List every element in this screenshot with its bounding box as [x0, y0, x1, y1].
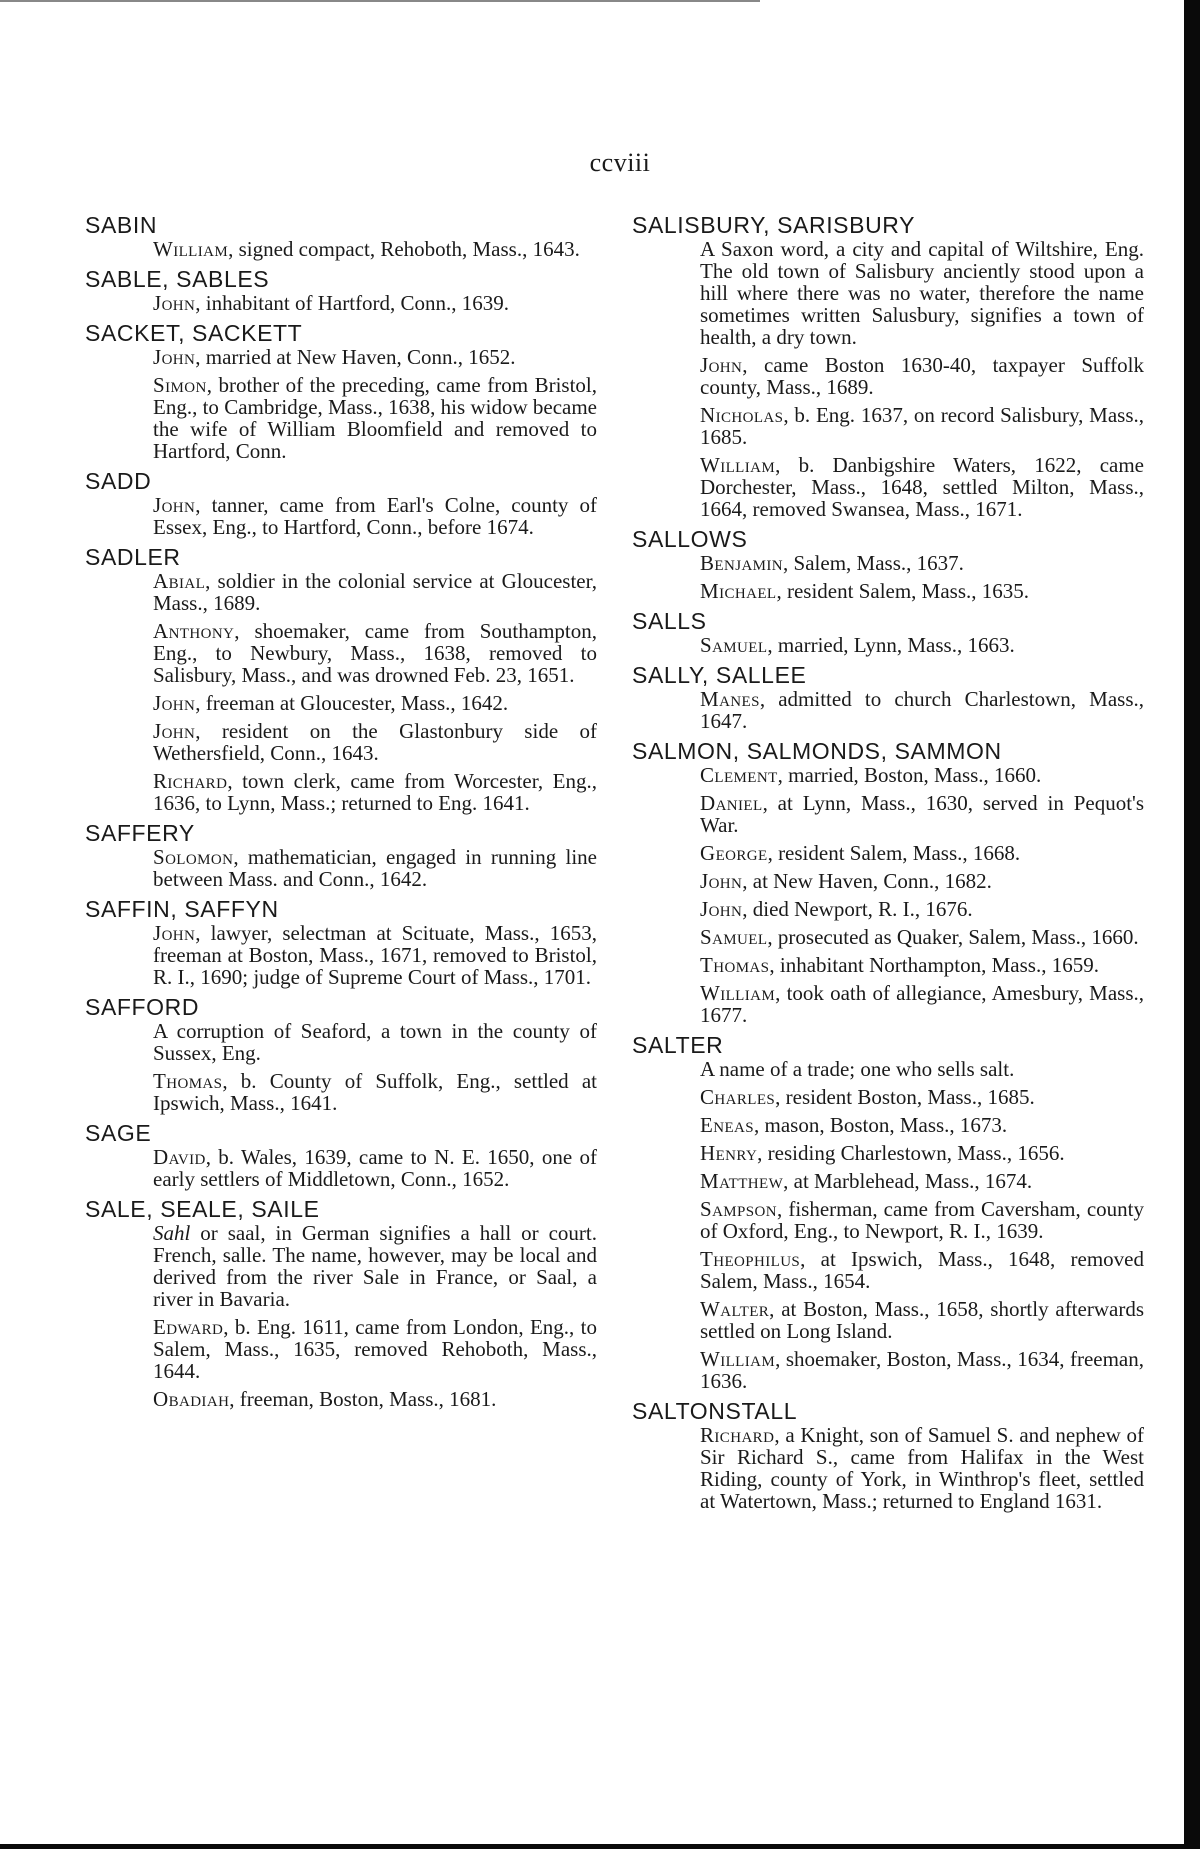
- entry-text: , married at New Haven, Conn., 1652.: [195, 345, 516, 369]
- genealogy-entry: [85, 238, 597, 260]
- genealogy-entry: [632, 898, 1144, 920]
- genealogy-entry: [632, 634, 1144, 656]
- entry-text: , mathematician, engaged in running line between Mass. and Conn., 1642.: [153, 845, 597, 891]
- entry-text: , at Ipswich, Mass., 1648, removed Salem, Mass., 1654.: [700, 1247, 1144, 1293]
- entry-text: , soldier in the colonial service at Gloucester, Mass., 1689.: [153, 569, 597, 615]
- genealogy-entry: [85, 1020, 597, 1064]
- surname-heading: SACKET, SACKETT: [85, 320, 303, 346]
- genealogy-entry: [632, 842, 1144, 864]
- genealogy-entry: [85, 720, 597, 764]
- surname-heading: SALTONSTALL: [632, 1398, 798, 1424]
- entry-text: , prosecuted as Quaker, Salem, Mass., 1660.: [767, 925, 1139, 949]
- given-name: William: [153, 237, 229, 261]
- entry-text: , Salem, Mass., 1637.: [783, 551, 964, 575]
- genealogy-entry: [85, 346, 597, 368]
- given-name: Richard: [153, 769, 228, 793]
- given-name: William: [700, 453, 776, 477]
- genealogy-entry: [85, 846, 597, 890]
- surname-heading: SADD: [85, 468, 152, 494]
- genealogy-entry: [85, 692, 597, 714]
- given-name: Daniel: [700, 791, 763, 815]
- given-name: John: [700, 869, 743, 893]
- surname-heading: SABIN: [85, 212, 158, 238]
- entry-text: A Saxon word, a city and capital of Wiltshire, Eng. The old town of Salisbury anciently stood upon a hill where there was no water, therefore the name sometimes written Salusbury, signifies a town of health, a dry town.: [700, 237, 1144, 349]
- surname-heading: SABLE, SABLES: [85, 266, 270, 292]
- given-name: Abial: [153, 569, 206, 593]
- genealogy-entry: [632, 926, 1144, 948]
- genealogy-entry: [85, 374, 597, 462]
- entry-text: , freeman at Gloucester, Mass., 1642.: [195, 691, 509, 715]
- entry-text: , came Boston 1630-40, taxpayer Suffolk county, Mass., 1689.: [700, 353, 1144, 399]
- given-name: Simon: [153, 373, 207, 397]
- genealogy-entry: [85, 620, 597, 686]
- entry-text: , b. Eng. 1611, came from London, Eng., to Salem, Mass., 1635, removed Rehoboth, Mass., 1644.: [153, 1315, 597, 1383]
- page-number: ccviii: [589, 148, 651, 177]
- genealogy-entry: [632, 1198, 1144, 1242]
- given-name: Samuel: [700, 925, 768, 949]
- genealogy-entry: [85, 1316, 597, 1382]
- entry-text: , b. Eng. 1637, on record Salisbury, Mass., 1685.: [700, 403, 1144, 449]
- genealogy-entry: [632, 552, 1144, 574]
- surname-heading: SAGE: [85, 1120, 152, 1146]
- genealogy-entry: [85, 292, 597, 314]
- surname-heading: SALTER: [632, 1032, 724, 1058]
- entry-text: , at Lynn, Mass., 1630, served in Pequot's War.: [700, 791, 1144, 837]
- entry-text: , inhabitant of Hartford, Conn., 1639.: [195, 291, 510, 315]
- given-name: William: [700, 981, 776, 1005]
- given-name: John: [153, 921, 196, 945]
- entry-text: , resident Salem, Mass., 1635.: [776, 579, 1030, 603]
- given-name: John: [153, 345, 196, 369]
- entry-text: , town clerk, came from Worcester, Eng., 1636, to Lynn, Mass.; returned to Eng. 1641.: [153, 769, 597, 815]
- given-name: John: [153, 493, 196, 517]
- given-name: Theophilus: [700, 1247, 801, 1271]
- surname-heading: SALISBURY, SARISBURY: [632, 212, 916, 238]
- given-name: Manes: [700, 687, 760, 711]
- entry-text: , freeman, Boston, Mass., 1681.: [229, 1387, 497, 1411]
- genealogy-entry: [632, 580, 1144, 602]
- given-name: Samuel: [700, 633, 768, 657]
- surname-heading: SAFFORD: [85, 994, 200, 1020]
- entry-text: , brother of the preceding, came from Bristol, Eng., to Cambridge, Mass., 1638, his widow became the wife of William Bloomfield and removed to Hartford, Conn.: [153, 373, 597, 463]
- right-column: [632, 212, 1144, 1518]
- given-name: William: [700, 1347, 776, 1371]
- entry-text: , b. Wales, 1639, came to N. E. 1650, one of early settlers of Middletown, Conn., 1652.: [153, 1145, 597, 1191]
- given-name: Obadiah: [153, 1387, 230, 1411]
- genealogy-entry: [85, 1388, 597, 1410]
- given-name: Benjamin: [700, 551, 784, 575]
- genealogy-entry: [632, 454, 1144, 520]
- genealogy-entry: [632, 1086, 1144, 1108]
- entry-text: , resident on the Glastonbury side of Wethersfield, Conn., 1643.: [153, 719, 597, 765]
- given-name: George: [700, 841, 768, 865]
- given-name: Henry: [700, 1141, 758, 1165]
- scan-edge-bottom: [0, 1844, 1200, 1849]
- entry-text: , a Knight, son of Samuel S. and nephew of Sir Richard S., came from Halifax in the West Riding, county of York, in Winthrop's fleet, settled at Watertown, Mass.; returned to England 1631.: [700, 1423, 1144, 1513]
- genealogy-entry: [632, 404, 1144, 448]
- entry-text: , at New Haven, Conn., 1682.: [742, 869, 992, 893]
- genealogy-entry: [632, 688, 1144, 732]
- genealogy-entry: [632, 238, 1144, 348]
- surname-heading: SALLS: [632, 608, 707, 634]
- entry-text: , tanner, came from Earl's Colne, county of Essex, Eng., to Hartford, Conn., before 1674.: [153, 493, 597, 539]
- entry-text: , signed compact, Rehoboth, Mass., 1643.: [228, 237, 580, 261]
- entry-text: A name of a trade; one who sells salt.: [700, 1057, 1015, 1081]
- entry-text: , at Boston, Mass., 1658, shortly afterwards settled on Long Island.: [700, 1297, 1144, 1343]
- entry-italic-lead: Sahl: [153, 1221, 191, 1245]
- surname-heading: SALE, SEALE, SAILE: [85, 1196, 320, 1222]
- given-name: John: [153, 719, 196, 743]
- given-name: John: [700, 353, 743, 377]
- given-name: Eneas: [700, 1113, 754, 1137]
- genealogy-entry: [85, 770, 597, 814]
- genealogy-entry: [632, 982, 1144, 1026]
- genealogy-entry: [632, 1298, 1144, 1342]
- genealogy-entry: [632, 1348, 1144, 1392]
- entry-text: or saal, in German signifies a hall or court. French, salle. The name, however, may be local and derived from the river Sale in France, or Saal, a river in Bavaria.: [153, 1221, 597, 1311]
- genealogy-entry: [632, 1170, 1144, 1192]
- surname-heading: SADLER: [85, 544, 181, 570]
- entry-text: , took oath of allegiance, Amesbury, Mass., 1677.: [700, 981, 1144, 1027]
- genealogy-entry: [632, 1248, 1144, 1292]
- entry-text: , residing Charlestown, Mass., 1656.: [757, 1141, 1065, 1165]
- surname-heading: SALMON, SALMONDS, SAMMON: [632, 738, 1002, 764]
- genealogy-entry: [85, 1070, 597, 1114]
- entry-text: , shoemaker, came from Southampton, Eng., to Newbury, Mass., 1638, removed to Salisbury, Mass., and was drowned Feb. 23, 1651.: [153, 619, 597, 687]
- scan-edge-right: [1184, 0, 1200, 1849]
- genealogy-entry: [632, 1114, 1144, 1136]
- genealogy-entry: [632, 1424, 1144, 1512]
- given-name: John: [700, 897, 743, 921]
- genealogy-entry: [632, 354, 1144, 398]
- given-name: Solomon: [153, 845, 234, 869]
- surname-heading: SALLOWS: [632, 526, 748, 552]
- given-name: Richard: [700, 1423, 775, 1447]
- given-name: Anthony: [153, 619, 235, 643]
- entry-text: , married, Boston, Mass., 1660.: [777, 763, 1042, 787]
- given-name: John: [153, 691, 196, 715]
- genealogy-entry: [632, 954, 1144, 976]
- given-name: Charles: [700, 1085, 776, 1109]
- surname-heading: SAFFIN, SAFFYN: [85, 896, 279, 922]
- entry-text: , inhabitant Northampton, Mass., 1659.: [769, 953, 1099, 977]
- entry-text: , resident Salem, Mass., 1668.: [767, 841, 1021, 865]
- genealogy-entry: [632, 792, 1144, 836]
- entry-text: , lawyer, selectman at Scituate, Mass., 1653, freeman at Boston, Mass., 1671, removed to Bristol, R. I., 1690; judge of Supreme Court of Mass., 1701.: [153, 921, 597, 989]
- genealogy-entry: [632, 1058, 1144, 1080]
- genealogy-entry: [632, 870, 1144, 892]
- genealogy-entry: [632, 764, 1144, 786]
- entry-text: , mason, Boston, Mass., 1673.: [754, 1113, 1008, 1137]
- entry-text: , admitted to church Charlestown, Mass., 1647.: [700, 687, 1144, 733]
- entry-text: , b. Danbigshire Waters, 1622, came Dorchester, Mass., 1648, settled Milton, Mass., 1664, removed Swansea, Mass., 1671.: [700, 453, 1144, 521]
- given-name: Michael: [700, 579, 777, 603]
- genealogy-entry: [85, 1222, 597, 1310]
- given-name: Nicholas: [700, 403, 784, 427]
- genealogy-entry: [85, 922, 597, 988]
- genealogy-entry: [85, 1146, 597, 1190]
- given-name: Thomas: [153, 1069, 223, 1093]
- surname-heading: SALLY, SALLEE: [632, 662, 807, 688]
- entry-text: A corruption of Seaford, a town in the county of Sussex, Eng.: [153, 1019, 597, 1065]
- left-column: [85, 212, 597, 1416]
- given-name: David: [153, 1145, 206, 1169]
- top-rule: [0, 0, 760, 2]
- entry-text: , shoemaker, Boston, Mass., 1634, freeman, 1636.: [700, 1347, 1144, 1393]
- given-name: Sampson: [700, 1197, 777, 1221]
- given-name: Clement: [700, 763, 778, 787]
- entry-text: , fisherman, came from Caversham, county of Oxford, Eng., to Newport, R. I., 1639.: [700, 1197, 1144, 1243]
- genealogy-entry: [632, 1142, 1144, 1164]
- given-name: John: [153, 291, 196, 315]
- given-name: Thomas: [700, 953, 770, 977]
- entry-text: , died Newport, R. I., 1676.: [742, 897, 973, 921]
- given-name: Walter: [700, 1297, 770, 1321]
- entry-text: , b. County of Suffolk, Eng., settled at Ipswich, Mass., 1641.: [153, 1069, 597, 1115]
- genealogy-entry: [85, 570, 597, 614]
- given-name: Edward: [153, 1315, 224, 1339]
- entry-text: , at Marblehead, Mass., 1674.: [783, 1169, 1033, 1193]
- genealogy-entry: [85, 494, 597, 538]
- surname-heading: SAFFERY: [85, 820, 195, 846]
- entry-text: , resident Boston, Mass., 1685.: [775, 1085, 1035, 1109]
- entry-text: , married, Lynn, Mass., 1663.: [767, 633, 1015, 657]
- given-name: Matthew: [700, 1169, 784, 1193]
